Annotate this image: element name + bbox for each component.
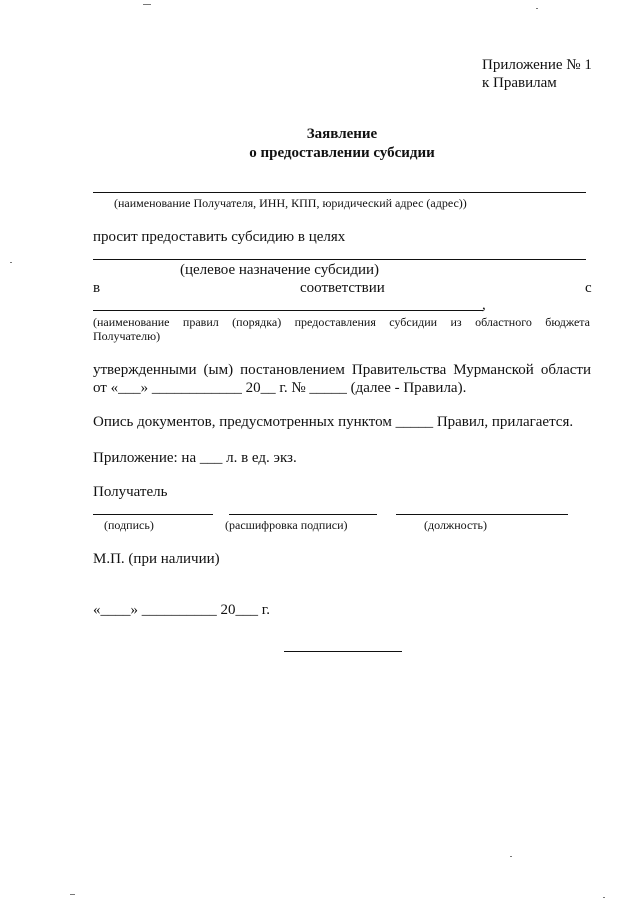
scan-speck <box>510 856 512 857</box>
appendix-rules-ref: к Правилам <box>482 75 557 91</box>
comma: , <box>482 297 486 313</box>
request-text: просит предоставить субсидию в целях <box>93 229 346 245</box>
accordance-word-in: в <box>93 280 101 296</box>
signature-decoding-line <box>229 514 377 515</box>
accordance-word-with: с <box>585 280 592 296</box>
position-line <box>396 514 568 515</box>
approved-text-line1: утвержденными (ым) постановлением Правительства Мурманской области <box>93 362 591 378</box>
appendix-number: Приложение № 1 <box>482 57 592 73</box>
bottom-separator <box>284 651 402 652</box>
purpose-line <box>93 259 586 260</box>
scan-speck <box>143 4 151 5</box>
signature-line <box>93 514 213 515</box>
date-line: «____» __________ 20___ г. <box>93 602 270 618</box>
signature-caption: (подпись) <box>104 518 154 532</box>
rules-caption-line2: Получателю) <box>93 329 161 343</box>
rules-caption-line1: (наименование правил (порядка) предоставления субсидии из областного бюджета <box>93 315 590 329</box>
document-title: Заявление <box>306 126 378 142</box>
scan-speck <box>603 897 605 898</box>
stamp-text: М.П. (при наличии) <box>93 551 220 567</box>
document-subtitle: о предоставлении субсидии <box>249 145 435 161</box>
scan-speck <box>10 262 12 263</box>
recipient-caption: (наименование Получателя, ИНН, КПП, юридический адрес (адрес)) <box>114 196 467 210</box>
scan-speck <box>70 894 75 895</box>
rules-name-line <box>93 310 483 311</box>
position-caption: (должность) <box>424 518 487 532</box>
purpose-caption: (целевое назначение субсидии) <box>180 262 380 278</box>
approved-text-line2: от «___» ____________ 20__ г. № _____ (далее - Правила). <box>93 380 467 396</box>
signature-decoding-caption: (расшифровка подписи) <box>225 518 348 532</box>
recipient-label: Получатель <box>93 484 168 500</box>
recipient-name-line <box>93 192 586 193</box>
attachment-text: Приложение: на ___ л. в ед. экз. <box>93 450 297 466</box>
documents-text: Опись документов, предусмотренных пунктом _____ Правил, прилагается. <box>93 414 574 430</box>
scan-speck <box>536 8 538 9</box>
accordance-word-accordance: соответствии <box>300 280 385 296</box>
